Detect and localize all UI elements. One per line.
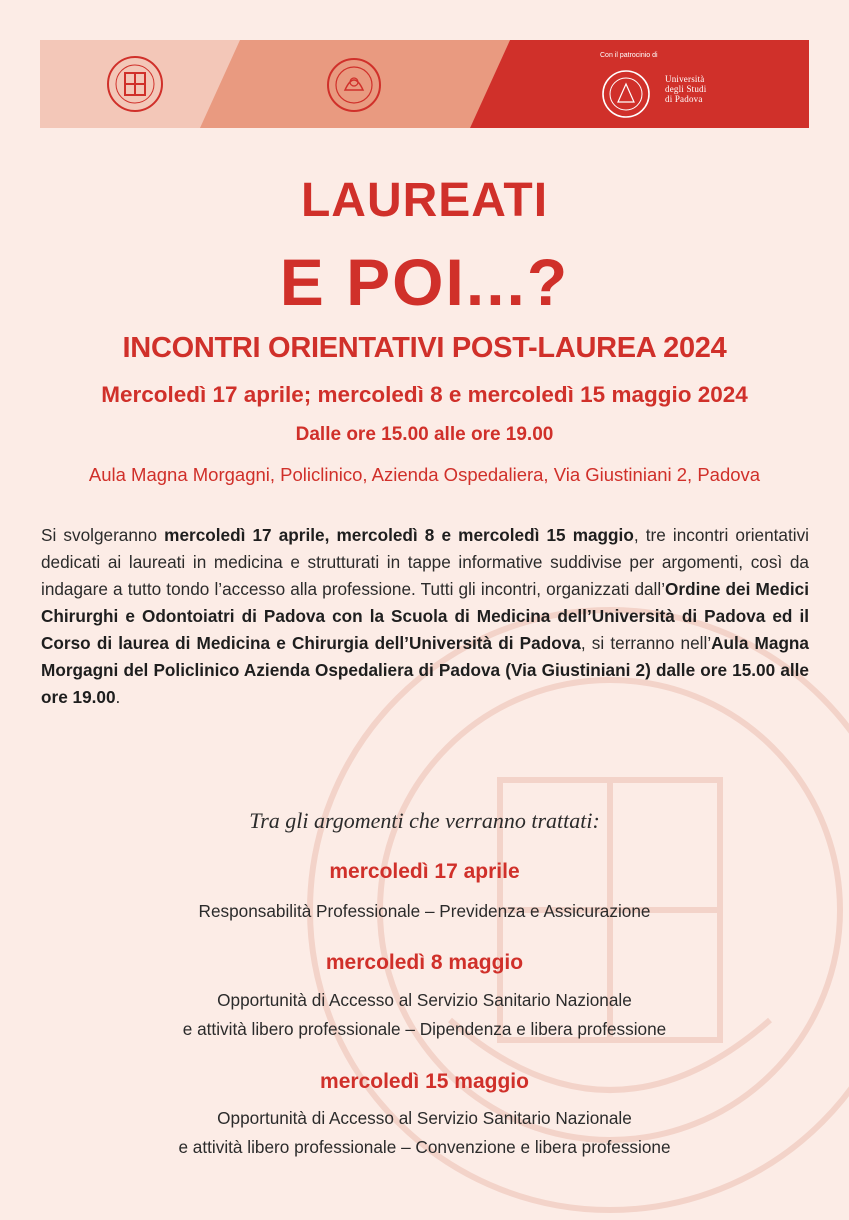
session-date: mercoledì 8 maggio	[325, 951, 524, 974]
session-description: Opportunità di Accesso al Servizio Sanitario Nazionale e attività libero professionale – Convenzione e libera professione	[178, 1108, 671, 1157]
bold-organizers: Ordine dei Medici Chirurghi e Odontoiatri di Padova con la Scuola di Medicina dell’Università di Padova ed il Corso di laurea di Medicina e Chirurgia dell’Università di Padova	[41, 579, 809, 653]
event-dates: Mercoledì 17 aprile; mercoledì 8 e mercoledì 15 maggio 2024	[101, 382, 748, 407]
event-subtitle: INCONTRI ORIENTATIVI POST-LAUREA 2024	[122, 332, 727, 364]
universita-padova-seal-icon	[600, 68, 652, 120]
session-date: mercoledì 15 maggio	[320, 1070, 529, 1093]
session-description: Responsabilità Professionale – Previdenza e Assicurazione	[198, 901, 651, 921]
ordine-medici-seal-icon	[105, 54, 165, 114]
bold-venue: Aula Magna Morgagni del Policlinico Azienda Ospedaliera di Padova (Via Giustiniani 2) dalle ore 15.00 alle ore 19.00	[41, 633, 809, 707]
event-venue: Aula Magna Morgagni, Policlinico, Azienda Ospedaliera, Via Giustiniani 2, Padova	[88, 464, 761, 485]
description-paragraph: Si svolgeranno mercoledì 17 aprile, mercoledì 8 e mercoledì 15 maggio, tre incontri orientativi dedicati ai laureati in medicina e strutturati in tappe informative suddivise per argomenti, così da indagare a tutto tondo l’accesso alla professione. Tutti gli incontri, organizzati dall’Ordine dei Medici Chirurghi e Odontoiatri di Padova con la Scuola di Medicina dell’Università di Padova ed il Corso di laurea di Medicina e Chirurgia dell’Università di Padova, si terranno nell’Aula Magna Morgagni del Policlinico Azienda Ospedaliera di Padova (Via Giustiniani 2) dalle ore 15.00 alle ore 19.00.	[41, 525, 809, 707]
topics-intro: Tra gli argomenti che verranno trattati:	[249, 808, 600, 833]
title-line-1: LAUREATI	[300, 174, 549, 227]
title-line-2: E POI...?	[279, 245, 570, 319]
patronage-label: Con il patrocinio di	[600, 52, 658, 59]
header-band	[40, 40, 809, 128]
university-name: Università degli Studi di Padova	[665, 74, 707, 104]
bold-dates: mercoledì 17 aprile, mercoledì 8 e mercoledì 15 maggio	[164, 525, 634, 545]
session-description: Opportunità di Accesso al Servizio Sanitario Nazionale e attività libero professionale – Dipendenza e libera professione	[182, 990, 667, 1039]
scuola-medicina-seal-icon	[325, 56, 383, 114]
session-date: mercoledì 17 aprile	[329, 860, 520, 883]
event-hours: Dalle ore 15.00 alle ore 19.00	[295, 424, 554, 445]
